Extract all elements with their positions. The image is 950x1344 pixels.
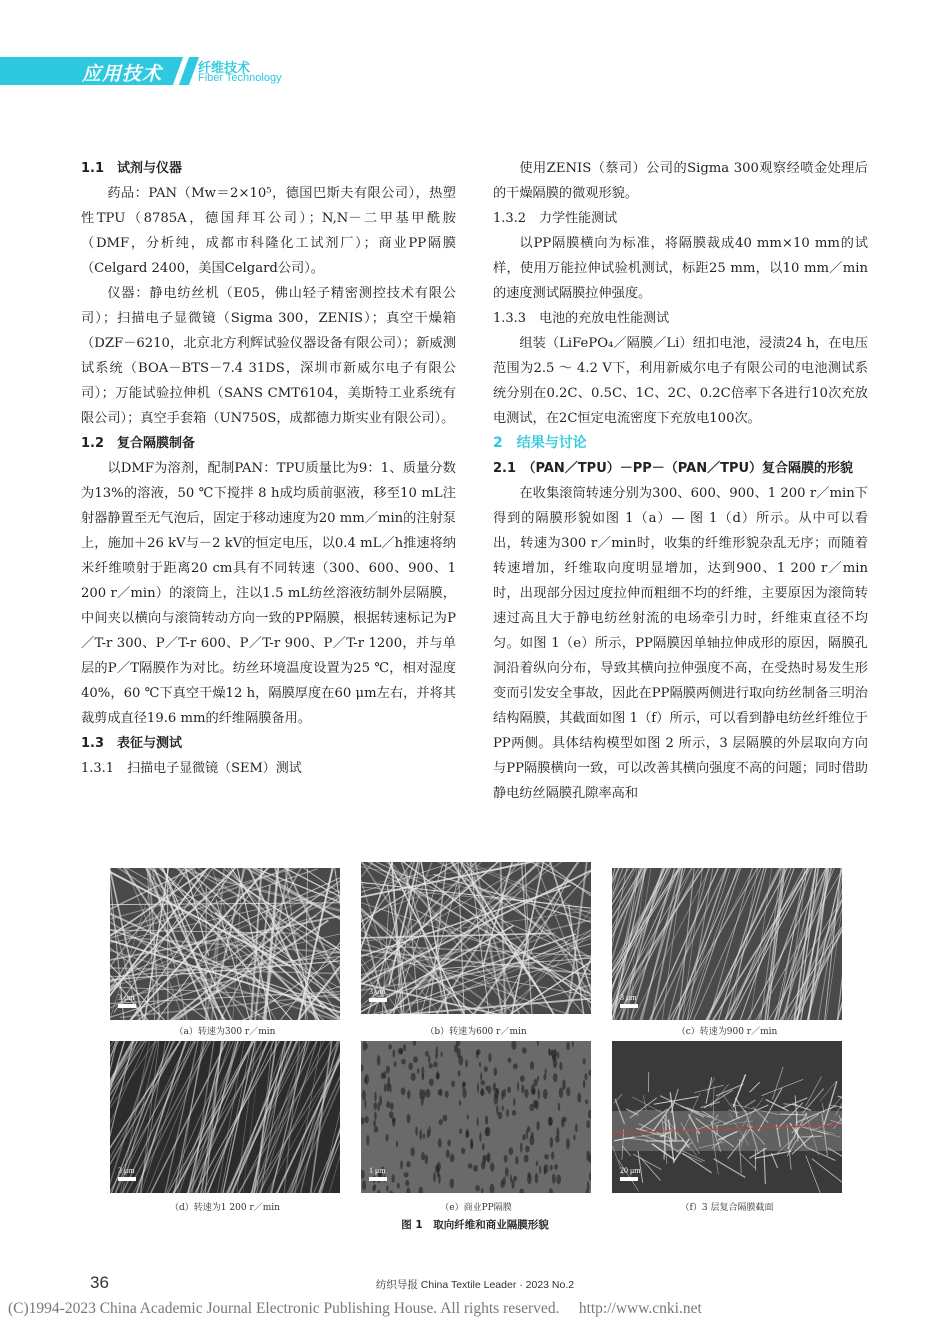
scale-bar (369, 987, 387, 1002)
sem-panel-b (361, 862, 591, 1014)
category-label: 应用技术 (82, 63, 163, 85)
scale-label: 3 μm (369, 987, 386, 996)
caption-b: （b）转速为600 r／min (425, 1027, 527, 1037)
scale-bar (620, 993, 638, 1008)
sem-panel-c (612, 868, 842, 1020)
page-number: 36 (90, 1273, 109, 1292)
caption-f: （f）3 层复合隔膜截面 (680, 1203, 774, 1213)
scale-label: 3 μm (620, 993, 637, 1002)
section-heading: 1.3.2 力学性能测试 (493, 211, 618, 226)
section-heading: 2 结果与讨论 (493, 435, 587, 451)
caption-e: （e）商业PP隔膜 (440, 1203, 512, 1213)
paragraph: 仪器：静电纺丝机（E05，佛山轻子精密测控技术有限公司）；扫描电子显微镜（Sigma 300，ZENIS）；真空干燥箱（DZF－6210，北京北方利辉试验仪器设备有限公司）；新威测试系统（BOA－BTS－7.4 31DS，深圳市新威尔电子有限公司）；万能试验拉伸机（SANS CMT6104，美斯特工业系统有限公司）；真空手套箱（UN750S，成都德力斯实业有限公司）。 (81, 286, 456, 426)
left-column (81, 156, 456, 781)
sem-image-f (612, 1041, 842, 1193)
section-heading: 1.2 复合隔膜制备 (81, 436, 196, 451)
figure-title: 图 1 取向纤维和商业隔膜形貌 (401, 1219, 549, 1231)
category-banner (0, 57, 186, 85)
scale-label: 1 μm (369, 1166, 386, 1175)
section-heading: 2.1 （PAN／TPU）－PP－（PAN／TPU）复合隔膜的形貌 (493, 461, 854, 476)
paragraph: 以DMF为溶剂，配制PAN：TPU质量比为9：1、质量分数为13%的溶液，50 ℃下搅拌 8 h成均质前驱液，移至10 mL注射器静置至无气泡后，固定于移动速度为20 mm／min的注射泵上，施加＋26 kV与－2 kV的恒定电压，以0.4 mL／h推速将纳米纤维喷射于距离20 cm具有不同转速（300、600、900、1 200 r／min）的滚筒上，注以1.5 mL纺丝溶液纺制外层隔膜，中间夹以横向与滚筒转动方向一致的PP隔膜，根据转速标记为P／T-r 300、P／T-r 600、P／T-r 900、P／T-r 1200，并与单层的P／T隔膜作为对比。纺丝环境温度设置为25 ℃，相对湿度40%，60 ℃下真空干燥12 h，隔膜厚度在60 μm左右，并将其裁剪成直径19.6 mm的纤维隔膜备用。 (81, 461, 456, 726)
caption-d: （d）转速为1 200 r／min (170, 1203, 280, 1213)
paragraph: 以PP隔膜横向为标准，将隔膜裁成40 mm×10 mm的试样，使用万能拉伸试验机测试，标距25 mm，以10 mm／min的速度测试隔膜拉伸强度。 (493, 236, 868, 301)
caption-a: （a）转速为300 r／min (174, 1027, 276, 1037)
copyright-notice: (C)1994-2023 China Academic Journal Electronic Publishing House. All rights reserved. http://www.cnki.net (8, 1300, 702, 1317)
scale-bar (620, 1166, 641, 1181)
right-column (493, 156, 868, 806)
section-title-en: Fiber Technology (198, 72, 282, 84)
paragraph: 组装（LiFePO₄／隔膜／Li）纽扣电池，浸渍24 h，在电压范围为2.5 ～ 4.2 V下，利用新威尔电子有限公司的电池测试系统分别在0.2C、0.5C、1C、2C、0.2C倍率下各进行10次充放电测试，在2C恒定电流密度下充放电100次。 (493, 336, 868, 426)
caption-c: （c）转速为900 r／min (676, 1027, 778, 1037)
sem-panel-a (110, 868, 340, 1020)
section-heading: 1.3.3 电池的充放电性能测试 (493, 311, 670, 326)
sem-panel-f (612, 1041, 842, 1193)
scale-label: 3 μm (118, 993, 135, 1002)
section-heading: 1.3 表征与测试 (81, 736, 183, 751)
sem-image-e (361, 1041, 591, 1193)
scale-label: 20 μm (620, 1166, 641, 1175)
journal-info: 纺织导报 China Textile Leader · 2023 No.2 (375, 1279, 575, 1291)
sem-panel-d (110, 1041, 340, 1193)
sem-image-a (110, 868, 340, 1020)
section-title-cn: 纤维技术 (198, 61, 251, 76)
paragraph: 药品：PAN（Mw＝2×10⁵，德国巴斯夫有限公司），热塑性TPU（8785A，德国拜耳公司）；N,N－二甲基甲酰胺（DMF，分析纯，成都市科隆化工试剂厂）；商业PP隔膜（Celgard 2400，美国Celgard公司）。 (81, 186, 456, 276)
sem-panel-e (361, 1041, 591, 1193)
scale-bar (118, 993, 136, 1008)
sem-image-d (110, 1041, 340, 1193)
paragraph: 在收集滚筒转速分别为300、600、900、1 200 r／min下得到的隔膜形貌如图 1（a）— 图 1（d）所示。从中可以看出，转速为300 r／min时，收集的纤维形貌杂乱无序；而随着转速增加，纤维取向度明显增加，达到900、1 200 r／min时，出现部分因过度拉伸而粗细不均的纤维，主要原因为滚筒转速过高且大于静电纺丝射流的电场牵引力时，纤维束直径不均匀。如图 1（e）所示，PP隔膜因单轴拉伸成形的原因，隔膜孔洞沿着纵向分布，导致其横向拉伸强度不高，在受热时易发生形变而引发安全事故，因此在PP隔膜两侧进行取向纺丝制备三明治结构隔膜，其截面如图 1（f）所示，可以看到静电纺丝纤维位于PP两侧。具体结构模型如图 2 所示，3 层隔膜的外层取向方向与PP隔膜横向一致，可以改善其横向强度不高的问题；同时借助静电纺丝隔膜孔隙率高和 (493, 486, 868, 801)
scale-bar (369, 1166, 387, 1181)
section-heading: 1.3.1 扫描电子显微镜（SEM）测试 (81, 761, 302, 776)
paragraph: 使用ZENIS（蔡司）公司的Sigma 300观察经喷金处理后的干燥隔膜的微观形貌。 (493, 161, 868, 201)
sem-image-b (361, 862, 591, 1014)
scale-bar (118, 1166, 136, 1181)
sem-image-c (612, 868, 842, 1020)
section-heading: 1.1 试剂与仪器 (81, 161, 183, 176)
scale-label: 3 μm (118, 1166, 135, 1175)
